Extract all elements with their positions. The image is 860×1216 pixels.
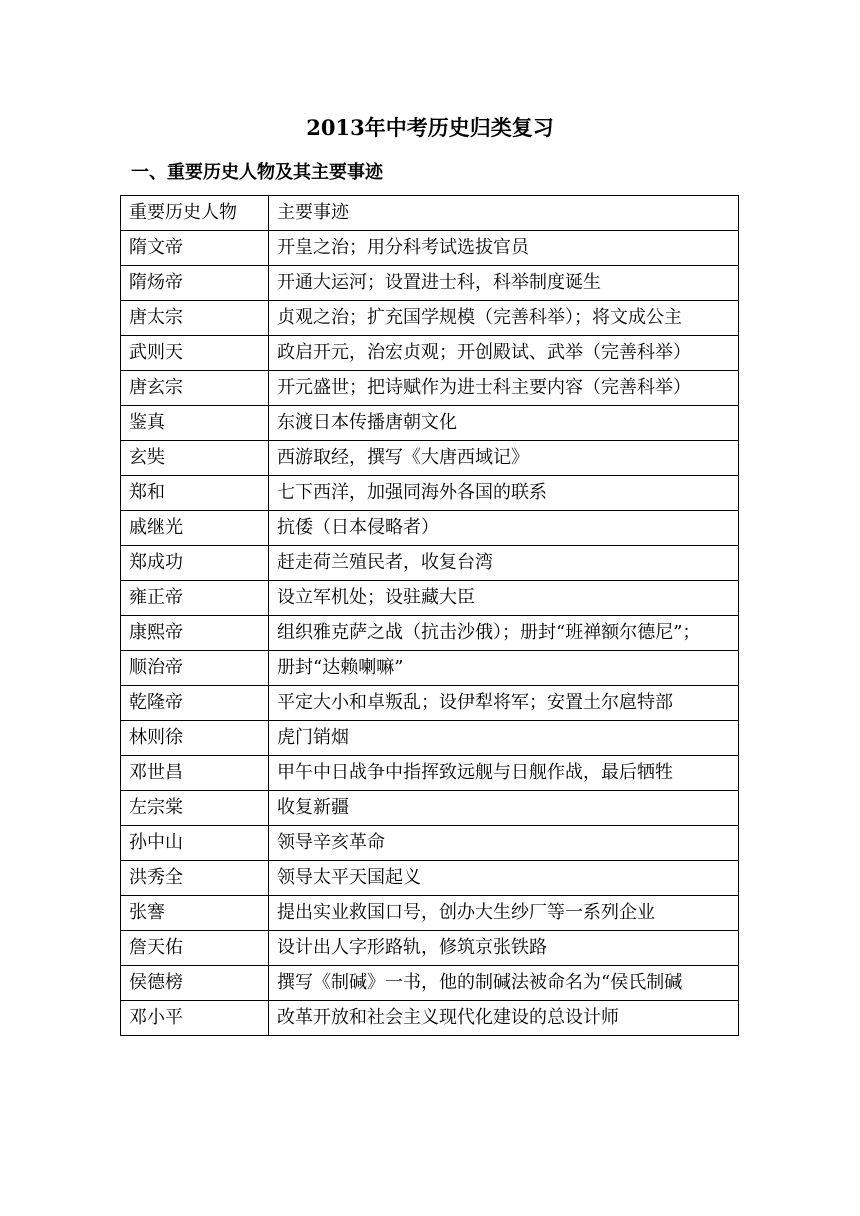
figure-name-cell: 洪秀全 [121, 861, 269, 896]
deeds-cell: 提出实业救国口号，创办大生纱厂等一系列企业 [269, 896, 739, 931]
figure-name-cell: 左宗棠 [121, 791, 269, 826]
deeds-cell: 设计出人字形路轨，修筑京张铁路 [269, 931, 739, 966]
deeds-cell: 改革开放和社会主义现代化建设的总设计师 [269, 1001, 739, 1036]
figure-name-cell: 武则天 [121, 336, 269, 371]
table-row [121, 581, 739, 616]
table-row [121, 406, 739, 441]
figure-name-cell: 郑和 [121, 476, 269, 511]
deeds-cell: 政启开元，治宏贞观；开创殿试、武举（完善科举） [269, 336, 739, 371]
deeds-cell: 开通大运河；设置进士科，科举制度诞生 [269, 266, 739, 301]
deeds-cell: 抗倭（日本侵略者） [269, 511, 739, 546]
figure-name-cell: 隋文帝 [121, 231, 269, 266]
deeds-cell: 贞观之治；扩充国学规模（完善科举）；将文成公主 [269, 301, 739, 336]
table-row [121, 896, 739, 931]
table-row [121, 301, 739, 336]
figure-name-cell: 孙中山 [121, 826, 269, 861]
table-row [121, 441, 739, 476]
deeds-cell: 册封“达赖喇嘛” [269, 651, 739, 686]
table-row [121, 721, 739, 756]
figure-name-cell: 雍正帝 [121, 581, 269, 616]
deeds-cell: 七下西洋，加强同海外各国的联系 [269, 476, 739, 511]
deeds-cell: 东渡日本传播唐朝文化 [269, 406, 739, 441]
deeds-cell: 领导太平天国起义 [269, 861, 739, 896]
table-row [121, 931, 739, 966]
figure-name-cell: 唐玄宗 [121, 371, 269, 406]
deeds-cell: 开元盛世；把诗赋作为进士科主要内容（完善科举） [269, 371, 739, 406]
figure-name-cell: 隋炀帝 [121, 266, 269, 301]
table-row [121, 791, 739, 826]
figure-name-cell: 康熙帝 [121, 616, 269, 651]
table-row [121, 756, 739, 791]
deeds-cell: 西游取经，撰写《大唐西域记》 [269, 441, 739, 476]
deeds-cell: 开皇之治；用分科考试选拔官员 [269, 231, 739, 266]
table-row [121, 861, 739, 896]
table-row [121, 966, 739, 1001]
table-row [121, 1001, 739, 1036]
deeds-cell: 领导辛亥革命 [269, 826, 739, 861]
figure-name-cell: 张謇 [121, 896, 269, 931]
deeds-cell: 收复新疆 [269, 791, 739, 826]
table-row [121, 826, 739, 861]
deeds-cell: 甲午中日战争中指挥致远舰与日舰作战，最后牺牲 [269, 756, 739, 791]
deeds-cell: 组织雅克萨之战（抗击沙俄）；册封“班禅额尔德尼”； [269, 616, 739, 651]
table-row [121, 266, 739, 301]
figure-name-cell: 郑成功 [121, 546, 269, 581]
deeds-cell: 虎门销烟 [269, 721, 739, 756]
header-cell-figure: 重要历史人物 [121, 196, 269, 231]
deeds-cell: 设立军机处；设驻藏大臣 [269, 581, 739, 616]
figure-name-cell: 邓世昌 [121, 756, 269, 791]
figure-name-cell: 林则徐 [121, 721, 269, 756]
figure-name-cell: 邓小平 [121, 1001, 269, 1036]
figure-name-cell: 詹天佑 [121, 931, 269, 966]
deeds-cell: 平定大小和卓叛乱；设伊犁将军；安置土尔扈特部 [269, 686, 739, 721]
figure-name-cell: 侯德榜 [121, 966, 269, 1001]
page-title: 2013年中考历史归类复习 [306, 115, 554, 140]
table-row [121, 616, 739, 651]
table-header-row [121, 196, 739, 231]
figure-name-cell: 顺治帝 [121, 651, 269, 686]
table-row [121, 686, 739, 721]
header-cell-deeds: 主要事迹 [269, 196, 739, 231]
table-row [121, 231, 739, 266]
table-row [121, 476, 739, 511]
deeds-cell: 赶走荷兰殖民者，收复台湾 [269, 546, 739, 581]
table-row [121, 651, 739, 686]
figures-table [120, 195, 739, 1036]
figure-name-cell: 戚继光 [121, 511, 269, 546]
section-heading: 一、重要历史人物及其主要事迹 [131, 162, 383, 183]
table-row [121, 511, 739, 546]
figure-name-cell: 唐太宗 [121, 301, 269, 336]
figure-name-cell: 乾隆帝 [121, 686, 269, 721]
deeds-cell: 撰写《制碱》一书，他的制碱法被命名为“侯氏制碱 [269, 966, 739, 1001]
table-body [121, 196, 739, 1036]
figure-name-cell: 玄奘 [121, 441, 269, 476]
table-row [121, 546, 739, 581]
figure-name-cell: 鉴真 [121, 406, 269, 441]
table-row [121, 371, 739, 406]
table-row [121, 336, 739, 371]
